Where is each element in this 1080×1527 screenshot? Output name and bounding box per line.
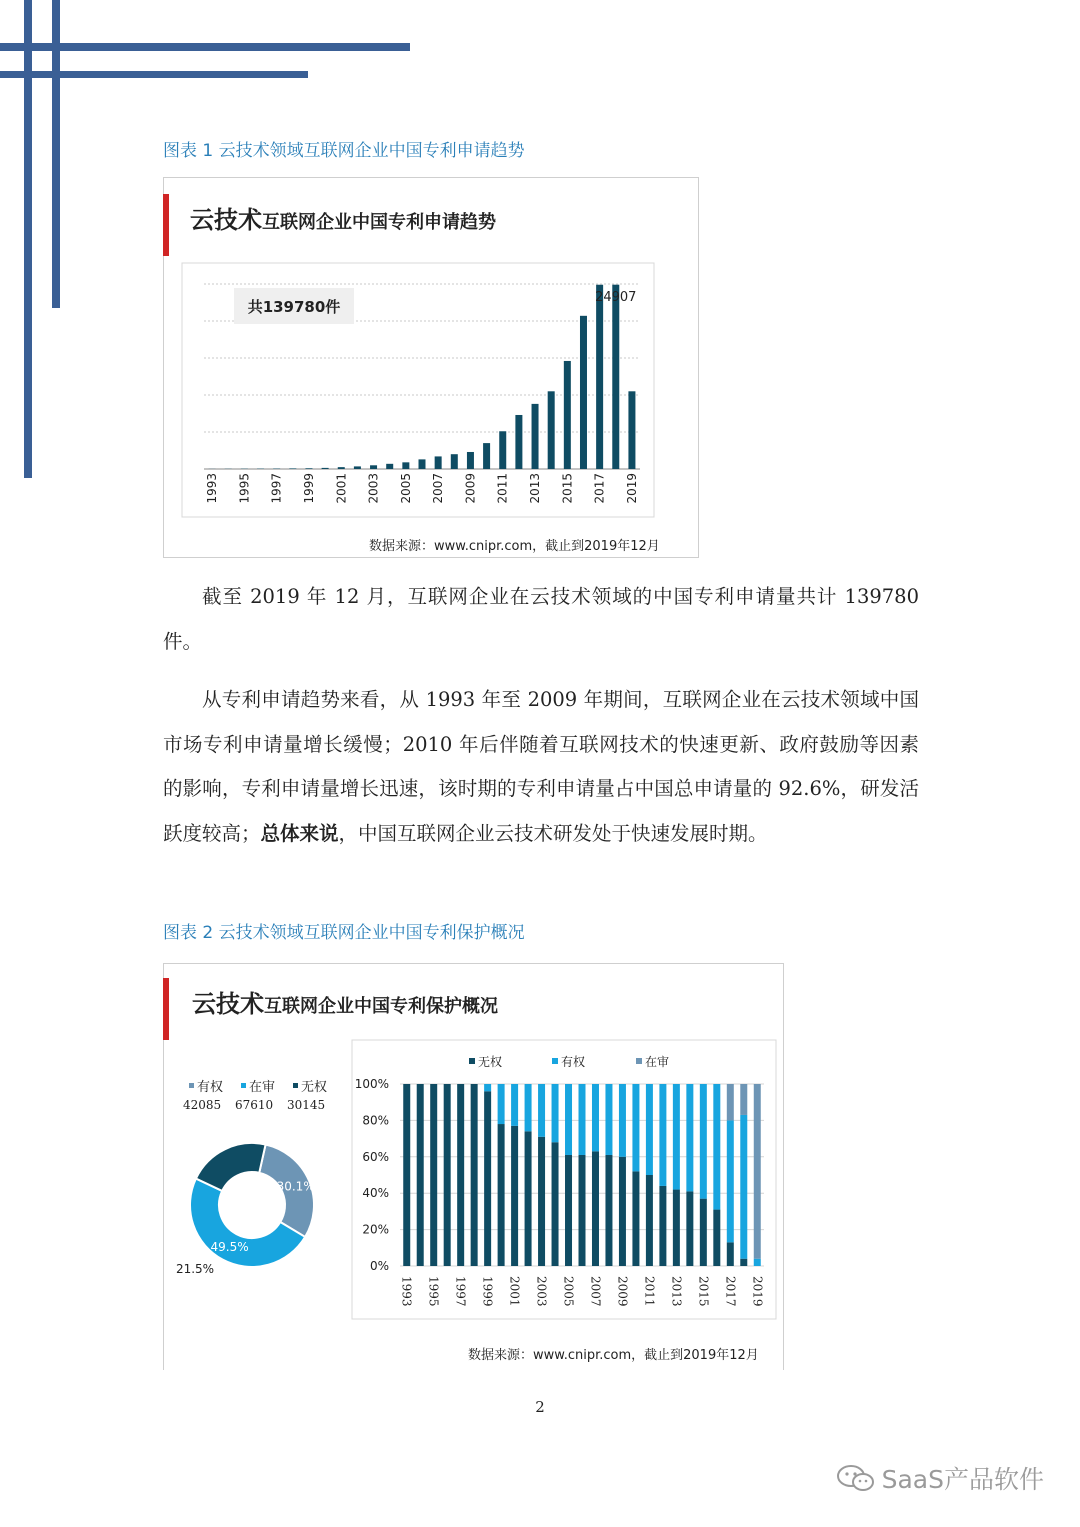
legend-marker <box>293 1083 298 1088</box>
bar <box>532 404 539 469</box>
bar <box>322 468 329 469</box>
y-tick-label: 40% <box>362 1186 389 1201</box>
x-tick-label: 2015 <box>560 473 575 504</box>
paragraph-2 <box>163 678 919 856</box>
x-tick-label: 2001 <box>334 473 349 504</box>
x-tick-label: 1995 <box>426 1276 441 1307</box>
x-tick-label: 2019 <box>624 473 639 504</box>
x-tick-label: 1997 <box>269 473 284 504</box>
stacked-bar-segment <box>727 1242 734 1266</box>
stacked-bar-segment <box>417 1084 424 1266</box>
x-tick-label: 1995 <box>237 473 252 504</box>
slice-label: 30.1% <box>276 1179 315 1194</box>
bar <box>402 462 409 469</box>
stacked-bar-segment <box>552 1142 559 1266</box>
x-tick-label: 2015 <box>696 1276 711 1307</box>
bar <box>451 454 458 469</box>
donut-slice <box>196 1143 266 1191</box>
bar <box>419 459 426 469</box>
stacked-bar-segment <box>579 1084 586 1155</box>
legend-marker <box>552 1058 558 1064</box>
stacked-bar-segment <box>511 1126 518 1266</box>
bar <box>370 465 377 469</box>
x-tick-label: 1993 <box>399 1276 414 1307</box>
figure1-title-big: 云技术 <box>190 206 262 234</box>
figure2-title <box>164 984 498 1019</box>
slice-label: 21.5% <box>175 1262 215 1276</box>
x-tick-label: 2003 <box>534 1276 549 1307</box>
page-number: 2 <box>535 1398 545 1416</box>
paragraph-1: 截至 2019 年 12 月，互联网企业在云技术领域的中国专利申请量共计 139780 件。 <box>163 585 919 653</box>
slice-label: 49.5% <box>210 1239 249 1254</box>
x-tick-label: 2003 <box>366 473 381 504</box>
legend-label: 在审 <box>249 1080 276 1095</box>
stacked-bar-segment <box>579 1155 586 1266</box>
bar <box>612 285 619 469</box>
figure1-title-small: 互联网企业中国专利申请趋势 <box>262 212 496 233</box>
y-tick-label: 20% <box>362 1222 389 1237</box>
x-tick-label: 2007 <box>431 473 446 504</box>
bar <box>628 391 635 469</box>
x-tick-label: 1999 <box>480 1276 495 1307</box>
y-tick-label: 0% <box>369 1259 389 1273</box>
stacked-bar-segment <box>700 1199 707 1266</box>
stacked-bar-segment <box>511 1084 518 1126</box>
stacked-bar-segment <box>619 1157 626 1266</box>
watermark <box>836 1460 1044 1496</box>
stacked-bar-segment <box>565 1155 572 1266</box>
stacked-bar-segment <box>754 1084 761 1259</box>
stacked-bar-segment <box>605 1084 612 1155</box>
bar <box>386 464 393 469</box>
bar <box>305 468 312 469</box>
stacked-bar-segment <box>632 1171 639 1266</box>
x-tick-label: 2007 <box>588 1276 603 1307</box>
trend-bar-chart <box>164 178 700 559</box>
bar <box>548 391 555 469</box>
decorative-line <box>0 43 410 51</box>
bar <box>596 285 603 469</box>
stacked-bar-segment <box>673 1084 680 1190</box>
stacked-bar-segment <box>673 1190 680 1266</box>
figure1-caption: 图表 1 云技术领域互联网企业中国专利申请趋势 <box>163 141 525 161</box>
bar <box>483 443 490 469</box>
stacked-bar-segment <box>700 1084 707 1199</box>
stacked-bar-segment <box>565 1084 572 1155</box>
bar <box>564 361 571 469</box>
stacked-bar-segment <box>538 1084 545 1137</box>
stacked-bar-segment <box>484 1084 491 1091</box>
stacked-bar-segment <box>646 1175 653 1266</box>
stacked-bar-segment <box>457 1084 464 1266</box>
x-tick-label: 1999 <box>301 473 316 504</box>
title-accent-bar <box>163 978 169 1040</box>
stacked-bar-segment <box>632 1084 639 1171</box>
x-tick-label: 2009 <box>463 473 478 504</box>
peak-label: 24907 <box>595 290 637 305</box>
x-tick-label: 2017 <box>723 1276 738 1307</box>
stacked-bar-segment <box>686 1084 693 1191</box>
legend-marker <box>189 1083 194 1088</box>
bar <box>338 467 345 469</box>
legend-label: 有权 <box>561 1055 586 1069</box>
stacked-bar-segment <box>444 1084 451 1266</box>
stacked-bar-segment <box>727 1084 734 1120</box>
status-stacked-bar-chart <box>352 1040 777 1320</box>
figure2-source: 数据来源：www.cnipr.com，截止到2019年12月 <box>468 1348 759 1363</box>
bar <box>467 452 474 469</box>
legend-marker <box>469 1058 475 1064</box>
legend-marker <box>636 1058 642 1064</box>
figure2-caption: 图表 2 云技术领域互联网企业中国专利保护概况 <box>163 923 525 943</box>
stacked-bar-segment <box>713 1084 720 1210</box>
stacked-bar-segment <box>740 1115 747 1259</box>
bar <box>435 456 442 469</box>
legend-value: 30145 <box>287 1098 326 1112</box>
legend-label: 有权 <box>197 1080 224 1095</box>
legend-value: 42085 <box>183 1098 222 1112</box>
stacked-bar-segment <box>525 1131 532 1266</box>
figure1-source: 数据来源：www.cnipr.com，截止到2019年12月 <box>369 539 660 554</box>
stacked-bar-segment <box>646 1084 653 1175</box>
bar <box>580 316 587 469</box>
stacked-bar-segment <box>659 1186 666 1266</box>
total-label: 共139780件 <box>247 298 341 316</box>
y-tick-label: 60% <box>362 1149 389 1164</box>
legend-label: 无权 <box>478 1055 503 1069</box>
x-tick-label: 1993 <box>205 473 220 504</box>
bar <box>515 415 522 469</box>
stacked-bar-segment <box>525 1084 532 1131</box>
x-tick-label: 2001 <box>507 1276 522 1307</box>
x-tick-label: 2013 <box>669 1276 684 1307</box>
legend-marker <box>241 1083 246 1088</box>
figure2-title-big: 云技术 <box>192 990 264 1018</box>
decorative-line <box>24 0 32 478</box>
x-tick-label: 1997 <box>453 1276 468 1307</box>
stacked-bar-segment <box>552 1084 559 1142</box>
decorative-line <box>0 71 308 78</box>
x-tick-label: 2019 <box>750 1276 765 1307</box>
figure2-panel <box>163 963 784 1370</box>
stacked-bar-segment <box>498 1084 505 1124</box>
x-tick-label: 2017 <box>592 473 607 504</box>
figure2-title-small: 互联网企业中国专利保护概况 <box>264 996 498 1017</box>
paragraph-2-part2: ，中国互联网企业云技术研发处于快速发展时期。 <box>338 821 768 845</box>
x-tick-label: 2009 <box>615 1276 630 1307</box>
bar <box>499 431 506 469</box>
x-tick-label: 2013 <box>528 473 543 504</box>
stacked-bar-segment <box>403 1084 410 1266</box>
wechat-icon <box>836 1463 876 1493</box>
watermark-text: SaaS产品软件 <box>881 1465 1044 1494</box>
legend-value: 67610 <box>235 1098 274 1112</box>
paragraph-2-bold: 总体来说 <box>260 821 339 845</box>
stacked-bar-segment <box>430 1084 437 1266</box>
stacked-bar-segment <box>713 1210 720 1266</box>
legend-label: 在审 <box>645 1055 670 1069</box>
figure1-panel <box>163 177 699 558</box>
legend-label: 无权 <box>301 1080 328 1095</box>
stacked-bar-segment <box>592 1151 599 1266</box>
stacked-bar-segment <box>605 1155 612 1266</box>
stacked-bar-segment <box>740 1084 747 1115</box>
y-tick-label: 100% <box>354 1077 389 1091</box>
stacked-bar-segment <box>659 1084 666 1186</box>
x-tick-label: 2005 <box>398 473 413 504</box>
stacked-bar-segment <box>754 1259 761 1266</box>
stacked-bar-segment <box>592 1084 599 1151</box>
stacked-bar-segment <box>538 1137 545 1266</box>
decorative-line <box>52 0 60 308</box>
stacked-bar-segment <box>619 1084 626 1157</box>
stacked-bar-segment <box>484 1091 491 1266</box>
protection-donut-chart <box>164 1064 344 1294</box>
y-tick-label: 80% <box>362 1113 389 1128</box>
stacked-bar-segment <box>727 1120 734 1242</box>
stacked-bar-segment <box>740 1259 747 1266</box>
x-tick-label: 2011 <box>642 1276 657 1307</box>
x-tick-label: 2005 <box>561 1276 576 1307</box>
stacked-bar-segment <box>471 1084 478 1266</box>
stacked-bar-segment <box>686 1191 693 1266</box>
stacked-bar-segment <box>498 1124 505 1266</box>
paragraph-2-part1: 从专利申请趋势来看，从 1993 年至 2009 年期间，互联网企业在云技术领域中国市场专利申请量增长缓慢；2010 年后伴随着互联网技术的快速更新、政府鼓励等因素的影响，专利申请量增长迅速，该时期的专利申请量占中国总申请量的 92.6%，研发活跃度较高； <box>163 688 919 845</box>
bar <box>289 468 296 469</box>
bar <box>354 466 361 469</box>
x-tick-label: 2011 <box>495 473 510 504</box>
